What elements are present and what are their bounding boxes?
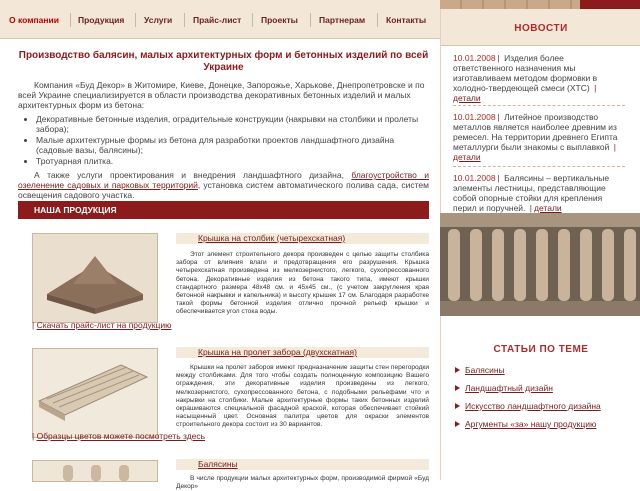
news-item: 10.01.2008 | Балясины – вертикальные элементы лестницы, представляющие собой опорные стойки для крепления перил и поручней. | детали xyxy=(453,173,610,213)
news-details-link[interactable]: детали xyxy=(534,203,562,213)
intro-paragraph: Компания «Буд Декор» в Житомире, Киеве, Донецке, Запорожье, Харькове, Днепропетровске и по всей Украине специализируется в области производства декоративных бетонных изделий и малых архитектурных форм из бетона: xyxy=(18,80,425,110)
nav-item-projects[interactable]: Проекты xyxy=(261,15,298,25)
download-price-list-link[interactable]: Скачать прайс-лист на продукцию xyxy=(36,320,172,330)
news-text: Балясины – вертикальные элементы лестницы, представляющие собой опорные стойки для крепления перил и поручней. xyxy=(453,173,610,213)
article-link-text[interactable]: Аргументы «за» нашу продукцию xyxy=(465,419,597,429)
news-divider xyxy=(453,166,625,167)
list-item: • Декоративные бетонные изделия, оградительные конструкции (накрывки на столбики и пролеты забора); xyxy=(36,114,429,134)
header-accent-decoration xyxy=(580,0,640,9)
nav-divider xyxy=(377,13,378,27)
nav-item-products[interactable]: Продукция xyxy=(78,15,125,25)
nav-item-about[interactable]: О компании xyxy=(9,15,59,25)
fence-cap-icon xyxy=(33,349,157,437)
services-text-end: , установка систем автоматического полива сада, систем освещения садового участка. xyxy=(18,180,430,200)
nav-divider xyxy=(310,13,311,27)
article-link-text[interactable]: Балясины xyxy=(465,365,505,375)
news-text: Изделия более ответственного назначения мы изготавливаем методом формовки в холодно-твердеющей смеси (ХТС) xyxy=(453,53,598,93)
article-link-text[interactable]: Ландшафтный дизайн xyxy=(465,383,553,393)
nav-item-services[interactable]: Услуги xyxy=(144,15,173,25)
nav-divider xyxy=(135,13,136,27)
article-link[interactable] xyxy=(455,379,635,397)
product-title-link[interactable]: Балясины xyxy=(198,459,238,469)
nav-item-partners[interactable]: Партнерам xyxy=(319,15,366,25)
nav-item-pricelist[interactable]: Прайс-лист xyxy=(193,15,242,25)
page-title: Производство балясин, малых архитектурных форм и бетонных изделий по всей Украине xyxy=(18,50,429,73)
nav-divider xyxy=(184,13,185,27)
price-list-link-row: | Скачать прайс-лист на продукцию xyxy=(32,320,172,330)
news-date: 10.01.2008 xyxy=(453,53,496,63)
article-link[interactable] xyxy=(455,361,635,379)
news-item: 10.01.2008 | Изделия более ответственного назначения мы изготавливаем методом формовки в холодно-твердеющей смеси (ХТС) |детали xyxy=(453,53,598,103)
product-description: Крышки на пролет заборов имеют предназначение защиты стен перегородки между столбиками. Для того чтобы создать полноценную композицию Вашего ограждения, эти декоративные изделия произведены из легкого, мелкозернистого, сухопрессованного бетона, с подобными рельефами что и накрывки на столбики. Малые архитектурные формы таких бетонных изделий окрашиваются специальной фасадной краской, которая обеспечивает стойкий насыщенный цвет. Основная палитра цветов для окраски элементов строительного декора состоит из 30 вариантов. xyxy=(176,364,429,429)
product-header xyxy=(176,347,429,358)
product-bullets xyxy=(36,114,429,166)
section-header-products xyxy=(18,201,429,219)
news-date: 10.01.2008 xyxy=(453,173,496,183)
product-image-fence-cap[interactable] xyxy=(32,348,158,438)
section-title: НАША ПРОДУКЦИЯ xyxy=(34,205,117,215)
list-item: • Малые архитектурные формы из бетона для разработки проектов ландшафтного дизайна (садовые вазы, балясины); xyxy=(36,135,429,155)
services-paragraph xyxy=(18,170,429,200)
nav-divider xyxy=(252,13,253,27)
post-cap-icon xyxy=(33,234,157,322)
color-samples-link[interactable]: Образцы цветов можете посмотреть здесь xyxy=(36,431,206,441)
product-title-link[interactable]: Крышка на пролет забора (двухскатная) xyxy=(198,347,357,357)
article-link[interactable] xyxy=(455,415,635,433)
news-item: 10.01.2008 | Литейное производство металлов является наиболее древним из ремесел. На территории древнего Египта металлурги были знакомы с выплавкой |детали xyxy=(453,112,618,162)
news-header xyxy=(441,9,640,46)
services-text: А также услуги проектирования и внедрения ландшафтного дизайна, xyxy=(34,170,352,180)
color-samples-link-row: | Образцы цветов можете посмотреть здесь xyxy=(32,431,206,441)
news-divider xyxy=(453,105,625,106)
nav-bar xyxy=(0,9,440,31)
articles-list xyxy=(455,361,635,433)
articles-title: СТАТЬИ ПО ТЕМЕ xyxy=(493,344,589,355)
balusters-photo xyxy=(440,213,640,316)
product-header xyxy=(176,233,429,244)
product-description: Этот элемент строительного декора произведен с целью защиты столбика забора от влияния влаги и предотвращения его разрушения. Крышка четырехскатная произведена из мелкозернистого, легкого, сухопрессованного бетона. Декоративные изделия из бетона такого типа, имеют крышки стандартного размера 48х48 см. и 45х45 см., (с учетом закругления края бетонной накрывки и капельника) и высоту крышек 17 см. Благодаря разработке такой формы бетонной изделия отлично прочной рельеф крышки и обеспечивается угол стока воды. xyxy=(176,251,429,316)
news-text: Литейное производство металлов является наиболее древним из ремесел. На территории древнего Египта металлурги были знакомы с выплавкой xyxy=(453,112,618,152)
balusters-photo-icon xyxy=(440,213,640,316)
news-title: НОВОСТИ xyxy=(514,23,568,34)
news-details-link[interactable]: детали xyxy=(453,93,481,103)
article-link-text[interactable]: Искусство ландшафтного дизайна xyxy=(465,401,601,411)
baluster-icon xyxy=(33,461,157,481)
article-link[interactable] xyxy=(455,397,635,415)
product-description: В числе продукции малых архитектурных форм, производимой фирмой «Буд Декор» xyxy=(176,475,429,491)
product-title-link[interactable]: Крышка на столбик (четырехскатная) xyxy=(198,233,346,243)
main-content xyxy=(18,42,429,208)
news-details-link[interactable]: детали xyxy=(453,152,481,162)
top-nav xyxy=(0,0,440,39)
product-header xyxy=(176,459,429,470)
product-image-post-cap[interactable] xyxy=(32,233,158,323)
list-item: • Тротуарная плитка. xyxy=(36,156,429,166)
product-image-balusters[interactable] xyxy=(32,460,158,482)
nav-item-contacts[interactable]: Контакты xyxy=(386,15,427,25)
landscaping-link[interactable]: благоустройство и озеленение садовых и парковых территорий xyxy=(18,170,429,190)
news-date: 10.01.2008 xyxy=(453,112,496,122)
